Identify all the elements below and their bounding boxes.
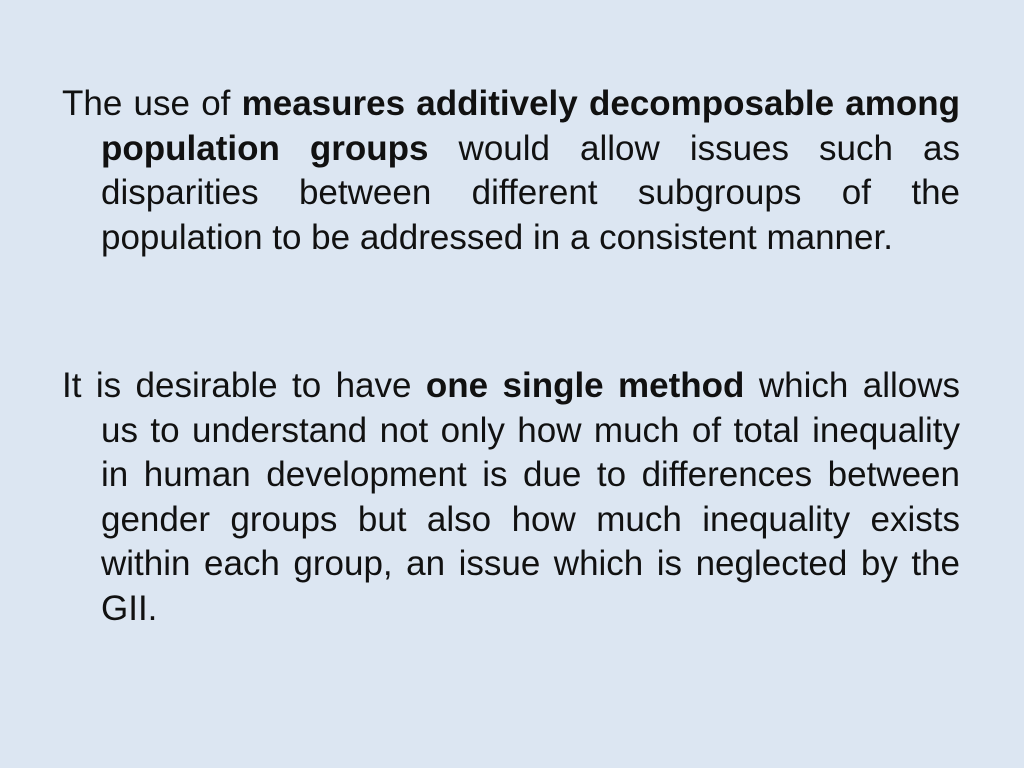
- paragraph-decomposable-measures: [62, 82, 960, 260]
- paragraph-1-lead: The use of: [62, 84, 242, 123]
- paragraph-1-rest: would allow issues such as disparities between different subgroups of the population to be addressed in a consistent manner.: [101, 128, 960, 257]
- paragraph-single-method: [62, 364, 960, 631]
- paragraph-2-lead: It is desirable to have: [62, 366, 426, 405]
- paragraph-2-emphasis: one single method: [425, 366, 745, 405]
- paragraph-2-rest: which allows us to understand not only how much of total inequality in human development is due to differences between gender groups but also how much inequality exists within each group, an issue which is neglected by the GII.: [101, 366, 960, 628]
- paragraph-1-emphasis: measures additively decomposable among population groups: [101, 84, 960, 168]
